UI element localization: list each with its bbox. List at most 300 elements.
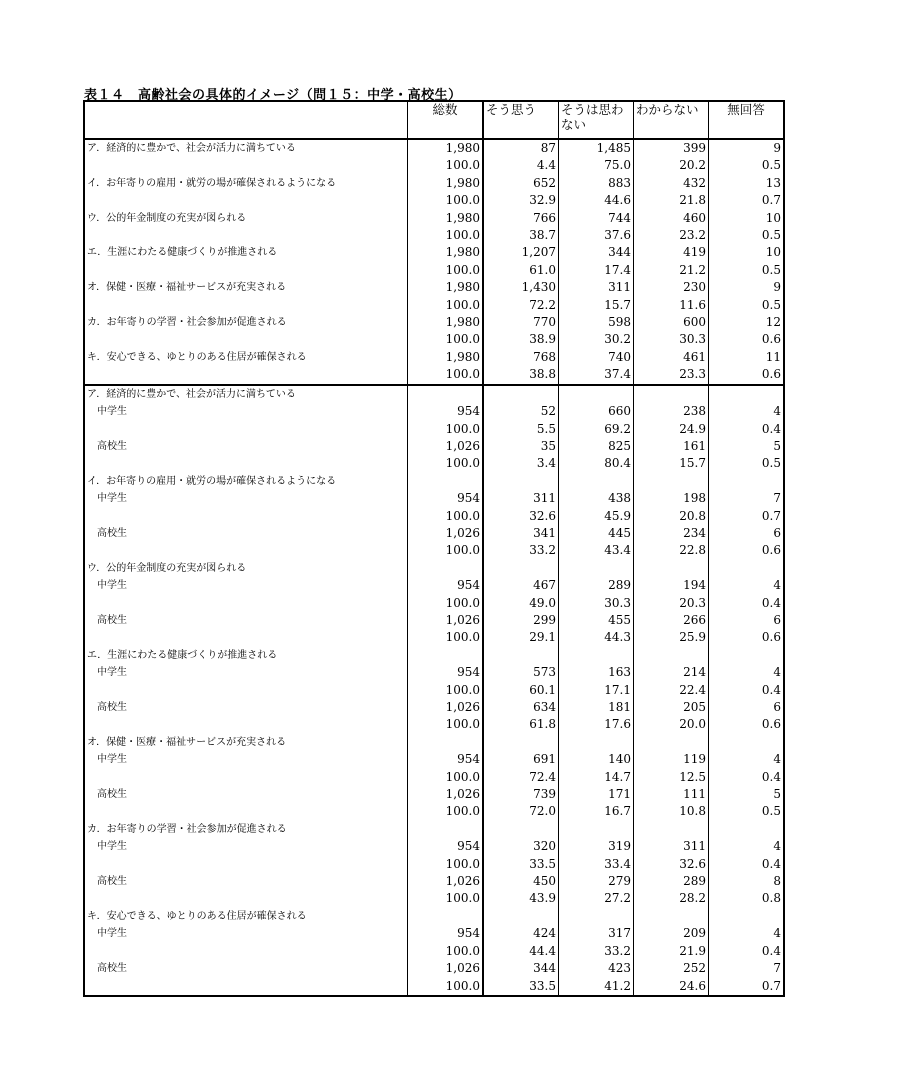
row-label: エ．生涯にわたる健康づくりが推進される: [84, 647, 408, 664]
cell-no-answer: 4: [773, 752, 781, 767]
cell-agree: 32.6: [483, 508, 559, 525]
cell-agree: 299: [483, 612, 559, 629]
page-title: 表１４ 高齢社会の具体的イメージ（問１５：中学・高校生）: [84, 88, 462, 103]
cell-disagree: [559, 821, 634, 838]
cell-total: [408, 560, 484, 577]
cell-agree: 424: [483, 925, 559, 942]
cell-no-answer: 0.4: [761, 943, 781, 958]
cell-unknown: 30.3: [634, 331, 709, 348]
cell-no-answer: 0.4: [761, 682, 781, 697]
cell-agree: 652: [483, 175, 559, 192]
row-label: ア．経済的に豊かで、社会が活力に満ちている: [84, 385, 408, 403]
cell-no-answer: 9: [773, 280, 781, 295]
table-row: [84, 525, 784, 542]
cell-agree: [483, 473, 559, 490]
cell-no-answer: 10: [765, 245, 781, 260]
cell-disagree: 30.3: [559, 595, 634, 612]
cell-unknown: 22.8: [634, 542, 709, 559]
cell-unknown: [634, 734, 709, 751]
cell-total: 1,980: [408, 314, 484, 331]
cell-disagree: 598: [559, 314, 634, 331]
row-label: 中学生: [84, 664, 408, 681]
row-label: 高校生: [84, 699, 408, 716]
cell-no-answer: 0.6: [761, 332, 781, 347]
cell-disagree: 181: [559, 699, 634, 716]
cell-total: [408, 821, 484, 838]
cell-total: 1,980: [408, 139, 484, 157]
cell-disagree: [559, 647, 634, 664]
row-label: [84, 890, 408, 907]
row-label: ア．経済的に豊かで、社会が活力に満ちている: [84, 139, 408, 157]
row-label: 中学生: [84, 925, 408, 942]
cell-no-answer: 0.5: [761, 262, 781, 277]
cell-disagree: 455: [559, 612, 634, 629]
cell-no-answer: 6: [773, 525, 781, 540]
table-row-heading: [84, 473, 784, 490]
cell-total: 100.0: [408, 366, 484, 384]
cell-unknown: 214: [634, 664, 709, 681]
table-row: [84, 664, 784, 681]
table-row: [84, 699, 784, 716]
cell-no-answer: 0.4: [761, 595, 781, 610]
cell-no-answer: 0.6: [761, 630, 781, 645]
cell-unknown: 21.8: [634, 192, 709, 209]
cell-disagree: 17.4: [559, 262, 634, 279]
cell-agree: 341: [483, 525, 559, 542]
cell-total: 1,026: [408, 612, 484, 629]
cell-total: 100.0: [408, 943, 484, 960]
cell-total: 954: [408, 403, 484, 420]
cell-disagree: 16.7: [559, 803, 634, 820]
table-row: [84, 786, 784, 803]
row-label: [84, 192, 408, 209]
cell-disagree: 37.6: [559, 227, 634, 244]
cell-disagree: 33.2: [559, 943, 634, 960]
cell-no-answer: 8: [773, 874, 781, 889]
cell-agree: 44.4: [483, 943, 559, 960]
table-row-heading: [84, 821, 784, 838]
row-label: 中学生: [84, 403, 408, 420]
row-label: [84, 978, 408, 996]
cell-no-answer: [709, 821, 785, 838]
table-row-pct: [84, 595, 784, 612]
cell-unknown: [634, 473, 709, 490]
cell-unknown: 20.0: [634, 716, 709, 733]
table-row-pct: [84, 331, 784, 348]
table-row-pct: [84, 716, 784, 733]
cell-no-answer: [709, 908, 785, 925]
table-row-pct: [84, 890, 784, 907]
row-label: エ．生涯にわたる健康づくりが推進される: [84, 244, 408, 261]
cell-agree: 43.9: [483, 890, 559, 907]
cell-unknown: 21.2: [634, 262, 709, 279]
cell-total: 100.0: [408, 331, 484, 348]
cell-disagree: 423: [559, 960, 634, 977]
cell-no-answer: 4: [773, 839, 781, 854]
row-label: 中学生: [84, 751, 408, 768]
cell-unknown: 230: [634, 279, 709, 296]
row-label: 高校生: [84, 873, 408, 890]
cell-disagree: 17.6: [559, 716, 634, 733]
cell-disagree: 80.4: [559, 455, 634, 472]
cell-agree: 33.5: [483, 856, 559, 873]
header-total: 総数: [408, 101, 484, 139]
cell-disagree: 27.2: [559, 890, 634, 907]
cell-total: 100.0: [408, 595, 484, 612]
table-row: [84, 577, 784, 594]
cell-unknown: 119: [634, 751, 709, 768]
table-row: [84, 612, 784, 629]
cell-disagree: 17.1: [559, 682, 634, 699]
cell-unknown: 460: [634, 210, 709, 227]
cell-agree: 691: [483, 751, 559, 768]
cell-disagree: 33.4: [559, 856, 634, 873]
cell-unknown: [634, 560, 709, 577]
header-unknown: わからない: [634, 101, 709, 139]
cell-disagree: 14.7: [559, 769, 634, 786]
cell-total: 100.0: [408, 978, 484, 996]
cell-no-answer: 0.6: [761, 543, 781, 558]
cell-unknown: 600: [634, 314, 709, 331]
cell-agree: 32.9: [483, 192, 559, 209]
row-label: 中学生: [84, 490, 408, 507]
cell-total: 1,980: [408, 244, 484, 261]
cell-no-answer: 0.6: [761, 717, 781, 732]
table-row: [84, 139, 784, 157]
cell-agree: 4.4: [483, 157, 559, 174]
cell-total: 954: [408, 490, 484, 507]
cell-disagree: 171: [559, 786, 634, 803]
cell-disagree: 45.9: [559, 508, 634, 525]
cell-no-answer: 0.5: [761, 297, 781, 312]
table-row: [84, 960, 784, 977]
row-label: [84, 455, 408, 472]
table-row: [84, 349, 784, 366]
cell-agree: 72.4: [483, 769, 559, 786]
cell-disagree: 43.4: [559, 542, 634, 559]
cell-agree: [483, 560, 559, 577]
table-row-heading: [84, 908, 784, 925]
cell-agree: 768: [483, 349, 559, 366]
cell-agree: 35: [483, 438, 559, 455]
section-total: [84, 139, 784, 385]
table-row: [84, 751, 784, 768]
row-label: [84, 682, 408, 699]
cell-agree: 60.1: [483, 682, 559, 699]
cell-total: [408, 473, 484, 490]
cell-unknown: 209: [634, 925, 709, 942]
cell-unknown: 311: [634, 838, 709, 855]
cell-agree: 33.2: [483, 542, 559, 559]
cell-disagree: 744: [559, 210, 634, 227]
cell-agree: 320: [483, 838, 559, 855]
cell-total: 1,026: [408, 786, 484, 803]
header-blank: [84, 101, 408, 139]
row-label: [84, 803, 408, 820]
cell-unknown: 11.6: [634, 297, 709, 314]
table-row-pct: [84, 978, 784, 996]
table-row-pct: [84, 297, 784, 314]
row-label: [84, 227, 408, 244]
cell-unknown: 205: [634, 699, 709, 716]
cell-total: [408, 734, 484, 751]
cell-unknown: 399: [634, 139, 709, 157]
cell-total: 1,980: [408, 210, 484, 227]
table-row-heading: [84, 647, 784, 664]
cell-no-answer: 4: [773, 926, 781, 941]
cell-no-answer: 4: [773, 578, 781, 593]
cell-total: 1,980: [408, 279, 484, 296]
cell-total: 1,026: [408, 438, 484, 455]
cell-total: 1,980: [408, 175, 484, 192]
cell-unknown: 22.4: [634, 682, 709, 699]
table-row: [84, 210, 784, 227]
cell-no-answer: 10: [765, 210, 781, 225]
cell-no-answer: 0.4: [761, 856, 781, 871]
cell-disagree: 1,485: [559, 139, 634, 157]
row-label: 中学生: [84, 838, 408, 855]
table-row-pct: [84, 262, 784, 279]
table-row: [84, 873, 784, 890]
row-label: キ．安心できる、ゆとりのある住居が確保される: [84, 908, 408, 925]
cell-disagree: 883: [559, 175, 634, 192]
table-row-pct: [84, 682, 784, 699]
cell-agree: 1,430: [483, 279, 559, 296]
cell-total: 100.0: [408, 769, 484, 786]
row-label: イ．お年寄りの雇用・就労の場が確保されるようになる: [84, 473, 408, 490]
cell-unknown: 20.2: [634, 157, 709, 174]
header-agree: そう思う: [483, 101, 559, 139]
row-label: [84, 856, 408, 873]
cell-unknown: 432: [634, 175, 709, 192]
cell-disagree: 344: [559, 244, 634, 261]
cell-disagree: 44.6: [559, 192, 634, 209]
cell-unknown: 252: [634, 960, 709, 977]
row-label: キ．安心できる、ゆとりのある住居が確保される: [84, 349, 408, 366]
cell-unknown: 20.3: [634, 595, 709, 612]
row-label: [84, 716, 408, 733]
table-row-pct: [84, 192, 784, 209]
row-label: [84, 331, 408, 348]
row-label: [84, 366, 408, 384]
row-label: イ．お年寄りの雇用・就労の場が確保されるようになる: [84, 175, 408, 192]
cell-agree: 766: [483, 210, 559, 227]
cell-unknown: 23.2: [634, 227, 709, 244]
cell-no-answer: 0.4: [761, 769, 781, 784]
cell-disagree: [559, 473, 634, 490]
cell-total: 100.0: [408, 629, 484, 646]
row-label: ウ．公的年金制度の充実が図られる: [84, 210, 408, 227]
cell-unknown: 419: [634, 244, 709, 261]
cell-total: 100.0: [408, 890, 484, 907]
cell-agree: 3.4: [483, 455, 559, 472]
table-row: [84, 490, 784, 507]
header-disagree: そうは思わない: [559, 101, 634, 139]
row-label: [84, 769, 408, 786]
cell-no-answer: [709, 385, 785, 403]
cell-agree: 72.0: [483, 803, 559, 820]
table-row: [84, 279, 784, 296]
cell-disagree: 279: [559, 873, 634, 890]
cell-no-answer: 12: [765, 315, 781, 330]
cell-no-answer: 0.5: [761, 158, 781, 173]
cell-total: 954: [408, 577, 484, 594]
table-row-pct: [84, 227, 784, 244]
cell-disagree: 75.0: [559, 157, 634, 174]
cell-agree: 770: [483, 314, 559, 331]
cell-no-answer: [709, 647, 785, 664]
cell-no-answer: 0.5: [761, 228, 781, 243]
cell-no-answer: 6: [773, 700, 781, 714]
row-label: [84, 508, 408, 525]
cell-unknown: 20.8: [634, 508, 709, 525]
cell-agree: 38.9: [483, 331, 559, 348]
row-label: ウ．公的年金制度の充実が図られる: [84, 560, 408, 577]
cell-agree: [483, 647, 559, 664]
cell-agree: 344: [483, 960, 559, 977]
cell-agree: 634: [483, 699, 559, 716]
cell-disagree: 15.7: [559, 297, 634, 314]
cell-total: 1,026: [408, 873, 484, 890]
cell-unknown: 161: [634, 438, 709, 455]
cell-no-answer: 0.7: [761, 193, 781, 208]
cell-unknown: 194: [634, 577, 709, 594]
cell-no-answer: 0.6: [709, 366, 785, 384]
row-label: [84, 157, 408, 174]
cell-no-answer: 4: [773, 665, 781, 680]
cell-no-answer: 4: [773, 404, 781, 419]
table-row: [84, 175, 784, 192]
cell-no-answer: 11: [765, 349, 781, 364]
cell-total: 100.0: [408, 682, 484, 699]
table-row-heading: [84, 734, 784, 751]
cell-unknown: 461: [634, 349, 709, 366]
cell-total: 954: [408, 664, 484, 681]
row-label: [84, 421, 408, 438]
cell-unknown: 32.6: [634, 856, 709, 873]
row-label: [84, 262, 408, 279]
cell-no-answer: 0.5: [761, 456, 781, 471]
row-label: 高校生: [84, 612, 408, 629]
cell-disagree: 37.4: [559, 366, 634, 384]
cell-unknown: 23.3: [634, 366, 709, 384]
cell-disagree: 289: [559, 577, 634, 594]
cell-total: 954: [408, 925, 484, 942]
cell-no-answer: 7: [773, 491, 781, 506]
cell-no-answer: 0.4: [761, 421, 781, 436]
cell-no-answer: 7: [773, 961, 781, 976]
cell-total: 100.0: [408, 262, 484, 279]
cell-no-answer: 13: [765, 175, 781, 190]
cell-no-answer: 0.7: [761, 978, 781, 993]
cell-total: 954: [408, 751, 484, 768]
row-label: オ．保健・医療・福祉サービスが充実される: [84, 279, 408, 296]
cell-disagree: 740: [559, 349, 634, 366]
table-row-pct: [84, 803, 784, 820]
cell-agree: 1,207: [483, 244, 559, 261]
table-row-pct: [84, 157, 784, 174]
cell-total: 100.0: [408, 192, 484, 209]
row-label: [84, 542, 408, 559]
cell-disagree: 30.2: [559, 331, 634, 348]
cell-unknown: [634, 647, 709, 664]
cell-disagree: 140: [559, 751, 634, 768]
cell-total: [408, 385, 484, 403]
cell-agree: [483, 908, 559, 925]
cell-unknown: 198: [634, 490, 709, 507]
cell-disagree: 69.2: [559, 421, 634, 438]
cell-agree: 38.8: [483, 366, 559, 384]
cell-unknown: 15.7: [634, 455, 709, 472]
cell-total: [408, 647, 484, 664]
cell-disagree: 660: [559, 403, 634, 420]
cell-disagree: 319: [559, 838, 634, 855]
cell-total: 100.0: [408, 455, 484, 472]
cell-agree: 311: [483, 490, 559, 507]
cell-unknown: 21.9: [634, 943, 709, 960]
table-row-heading: [84, 560, 784, 577]
cell-agree: 52: [483, 403, 559, 420]
cell-total: 1,026: [408, 699, 484, 716]
cell-agree: 450: [483, 873, 559, 890]
cell-disagree: 445: [559, 525, 634, 542]
cell-no-answer: 6: [773, 612, 781, 627]
cell-unknown: 289: [634, 873, 709, 890]
cell-no-answer: [709, 560, 785, 577]
header-row: [84, 101, 784, 139]
row-label: 高校生: [84, 786, 408, 803]
cell-no-answer: 0.5: [761, 804, 781, 819]
cell-unknown: 266: [634, 612, 709, 629]
cell-unknown: 234: [634, 525, 709, 542]
cell-total: [408, 908, 484, 925]
cell-disagree: [559, 560, 634, 577]
cell-agree: 49.0: [483, 595, 559, 612]
cell-total: 954: [408, 838, 484, 855]
row-label: オ．保健・医療・福祉サービスが充実される: [84, 734, 408, 751]
cell-agree: 61.8: [483, 716, 559, 733]
cell-agree: 573: [483, 664, 559, 681]
header-no-answer: 無回答: [709, 101, 785, 139]
cell-no-answer: 0.8: [761, 891, 781, 906]
row-label: カ．お年寄りの学習・社会参加が促進される: [84, 314, 408, 331]
cell-unknown: [634, 821, 709, 838]
cell-agree: 739: [483, 786, 559, 803]
cell-total: 100.0: [408, 803, 484, 820]
row-label: 高校生: [84, 960, 408, 977]
cell-disagree: 825: [559, 438, 634, 455]
cell-agree: [483, 734, 559, 751]
table-row: [84, 244, 784, 261]
table-row-pct: [84, 856, 784, 873]
cell-disagree: [559, 385, 634, 403]
cell-disagree: 163: [559, 664, 634, 681]
cell-total: 1,980: [408, 349, 484, 366]
cell-agree: 87: [483, 139, 559, 157]
table-row-heading: [84, 385, 784, 403]
cell-disagree: 44.3: [559, 629, 634, 646]
cell-unknown: 12.5: [634, 769, 709, 786]
row-label: [84, 943, 408, 960]
cell-total: 1,026: [408, 960, 484, 977]
cell-disagree: [559, 908, 634, 925]
cell-agree: 38.7: [483, 227, 559, 244]
cell-total: 100.0: [408, 421, 484, 438]
row-label: [84, 629, 408, 646]
cell-no-answer: [709, 734, 785, 751]
cell-disagree: 317: [559, 925, 634, 942]
row-label: 高校生: [84, 438, 408, 455]
